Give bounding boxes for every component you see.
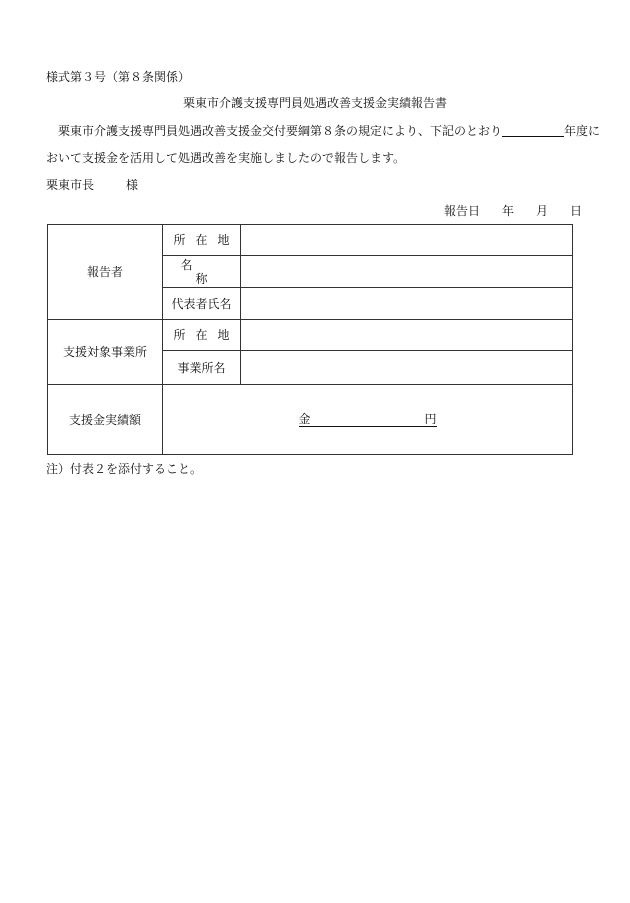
body-line-1-prefix: 栗東市介護支援専門員処遇改善支援金交付要綱第８条の規定により、下記のとおり (58, 124, 503, 138)
office-address-label: 所在地 (163, 320, 241, 351)
table-row (48, 385, 573, 455)
body-line-1-suffix: 年度に (564, 124, 601, 138)
amount-prefix: 金 (298, 412, 311, 426)
amount-label: 支援金実績額 (48, 385, 163, 455)
representative-name-field[interactable] (241, 288, 573, 320)
report-table (47, 224, 573, 455)
reporter-label: 報告者 (48, 225, 163, 320)
amount-unit: 円 (424, 412, 437, 426)
office-name-field[interactable] (241, 351, 573, 385)
addressee-name: 栗東市長 (46, 178, 95, 192)
representative-name-label: 代表者氏名 (163, 288, 241, 320)
document-title: 栗東市介護支援専門員処遇改善支援金実績報告書 (182, 96, 447, 110)
report-date-label: 報告日 (443, 204, 480, 218)
form-number: 様式第３号（第８条関係） (46, 70, 191, 84)
report-date-month: 月 (535, 204, 548, 218)
office-label: 支援対象事業所 (48, 320, 163, 385)
report-date (444, 204, 582, 218)
reporter-name-field[interactable] (241, 256, 573, 288)
addressee (46, 178, 138, 192)
table-row (48, 320, 573, 351)
body-line-2: おいて支援金を活用して処遇改善を実施しましたので報告します。 (46, 151, 406, 165)
office-address-field[interactable] (241, 320, 573, 351)
report-date-day: 日 (569, 204, 582, 218)
office-name-label: 事業所名 (163, 351, 241, 385)
table-row (48, 225, 573, 256)
addressee-honorific: 様 (126, 178, 139, 192)
reporter-name-label: 名称 (163, 256, 241, 288)
body-line-1 (58, 124, 600, 138)
reporter-address-field[interactable] (241, 225, 573, 256)
attachment-note: 注）付表２を添付すること。 (46, 462, 203, 476)
report-date-year: 年 (501, 204, 514, 218)
fiscal-year-blank[interactable] (502, 124, 564, 137)
amount-line (299, 412, 437, 427)
reporter-address-label: 所在地 (163, 225, 241, 256)
amount-field[interactable] (163, 385, 573, 455)
